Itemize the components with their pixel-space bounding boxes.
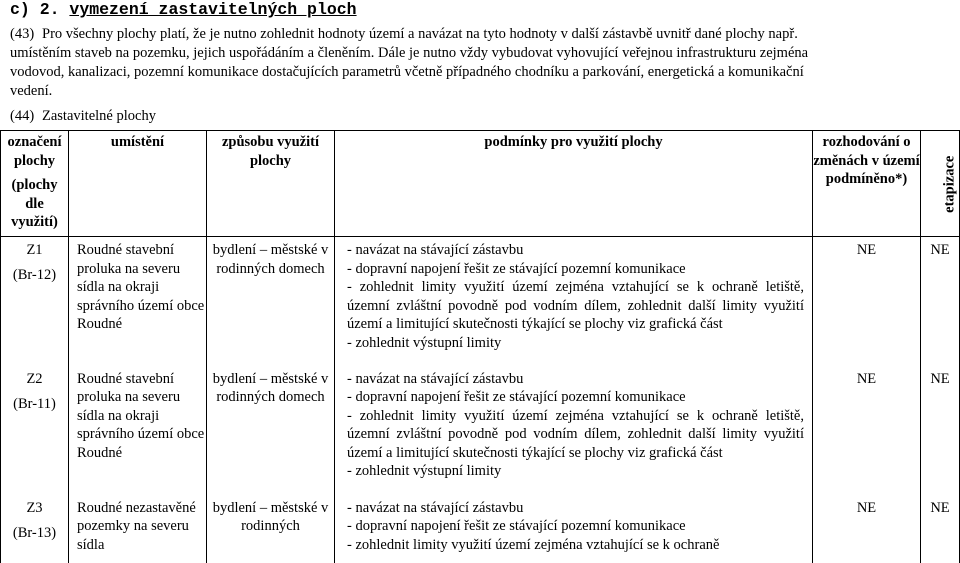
header-decision: rozhodování o změnách v území podmíněno*) (813, 131, 921, 237)
paragraph-line: vedení. (10, 83, 53, 99)
zone-use-type: bydlení – městské v rodinných domech (207, 366, 335, 495)
zone-conditions (335, 237, 813, 366)
zone-use-type: bydlení – městské v rodinných (207, 495, 335, 563)
zone-use-type: bydlení – městské v rodinných domech (207, 237, 335, 366)
zone-use-code: (Br-12) (12, 267, 57, 283)
condition-item: - dopravní napojení řešit ze stávající pozemní komunikace (347, 389, 686, 405)
header-use-type: způsobu využití plochy (207, 131, 335, 237)
paragraph-number: (43) (10, 26, 35, 42)
zone-phasing: NE (921, 237, 960, 366)
zone-code: Z2 (26, 370, 43, 387)
table-row (1, 366, 960, 495)
header-designation-label: označení plochy (7, 134, 62, 169)
condition-item: - zohlednit limity využití území zejména vztahující se k ochraně (347, 536, 720, 553)
header-designation-sub: (plochy dle využití) (11, 177, 58, 230)
condition-item: - zohlednit limity využití území zejména vztahující se k ochraně letiště, územní zvláštní povodně pod vodním dílem, zohlednit další limity využití území a limitující skutečnosti týkající se plochy viz grafická část (347, 279, 804, 332)
table-row (1, 237, 960, 366)
zone-decision: NE (813, 366, 921, 495)
condition-item: - zohlednit výstupní limity (347, 334, 502, 351)
header-phasing (921, 131, 960, 237)
zone-location: Roudné stavební proluka na severu sídla na okraji správního území obce Roudné (69, 366, 207, 495)
zone-code: Z1 (26, 242, 43, 258)
zone-decision: NE (813, 495, 921, 563)
header-conditions: podmínky pro využití plochy (335, 131, 813, 237)
condition-item: - dopravní napojení řešit ze stávající pozemní komunikace (347, 260, 686, 277)
condition-item: - navázat na stávající zástavbu (347, 242, 524, 258)
zone-phasing: NE (921, 495, 960, 563)
zone-location: Roudné nezastavěné pozemky na severu sídla (69, 495, 207, 563)
paragraph-text: Zastavitelné plochy (42, 108, 156, 124)
zone-use-code: (Br-13) (12, 524, 57, 541)
zone-use-code: (Br-11) (13, 395, 56, 412)
table-header-row (1, 131, 960, 237)
zone-code-cell (1, 237, 69, 366)
condition-item: - zohlednit limity využití území zejména vztahující se k ochraně letiště, územní zvláštní povodně pod vodním dílem, zohlednit další limity využití území a limitující skutečnosti týkající se plochy viz grafická část (347, 407, 804, 461)
paragraph-number: (44) (10, 108, 35, 124)
zone-conditions (335, 366, 813, 495)
condition-item: - dopravní napojení řešit ze stávající pozemní komunikace (347, 518, 686, 534)
table-row (1, 495, 960, 563)
zones-table (0, 130, 960, 563)
paragraph-line: Pro všechny plochy platí, že je nutno zohlednit hodnoty území a navázat na tyto hodnoty v další zástavbě uvnitř dané plochy např. (42, 26, 798, 42)
condition-item: - navázat na stávající zástavbu (347, 499, 524, 516)
zone-phasing: NE (921, 366, 960, 495)
paragraph-43 (10, 25, 956, 101)
paragraph-44 (10, 107, 956, 126)
section-heading (10, 0, 357, 19)
condition-item: - navázat na stávající zástavbu (347, 370, 524, 387)
header-designation (1, 131, 69, 237)
zone-code: Z3 (26, 499, 43, 516)
heading-prefix: c) 2. (10, 0, 60, 19)
table-body (1, 237, 960, 563)
zone-code-cell (1, 495, 69, 563)
condition-item: - zohlednit výstupní limity (347, 463, 502, 479)
header-location: umístění (69, 131, 207, 237)
heading-title: vymezení zastavitelných ploch (69, 0, 357, 19)
header-phasing-label: etapizace (941, 155, 958, 214)
paragraph-line: umístěním staveb na pozemku, jejich uspořádáním a členěním. Dále je nutno vždy vybudovat vyhovující veřejnou infrastrukturu zejména (10, 45, 809, 61)
zone-conditions (335, 495, 813, 563)
paragraph-line: vodovod, kanalizaci, pozemní komunikace dostačujících parametrů včetně případného chodníku a parkování, energetická a komunikační (10, 64, 804, 80)
zone-decision: NE (813, 237, 921, 366)
zone-code-cell (1, 366, 69, 495)
zone-location: Roudné stavební proluka na severu sídla na okraji správního území obce Roudné (69, 237, 207, 366)
